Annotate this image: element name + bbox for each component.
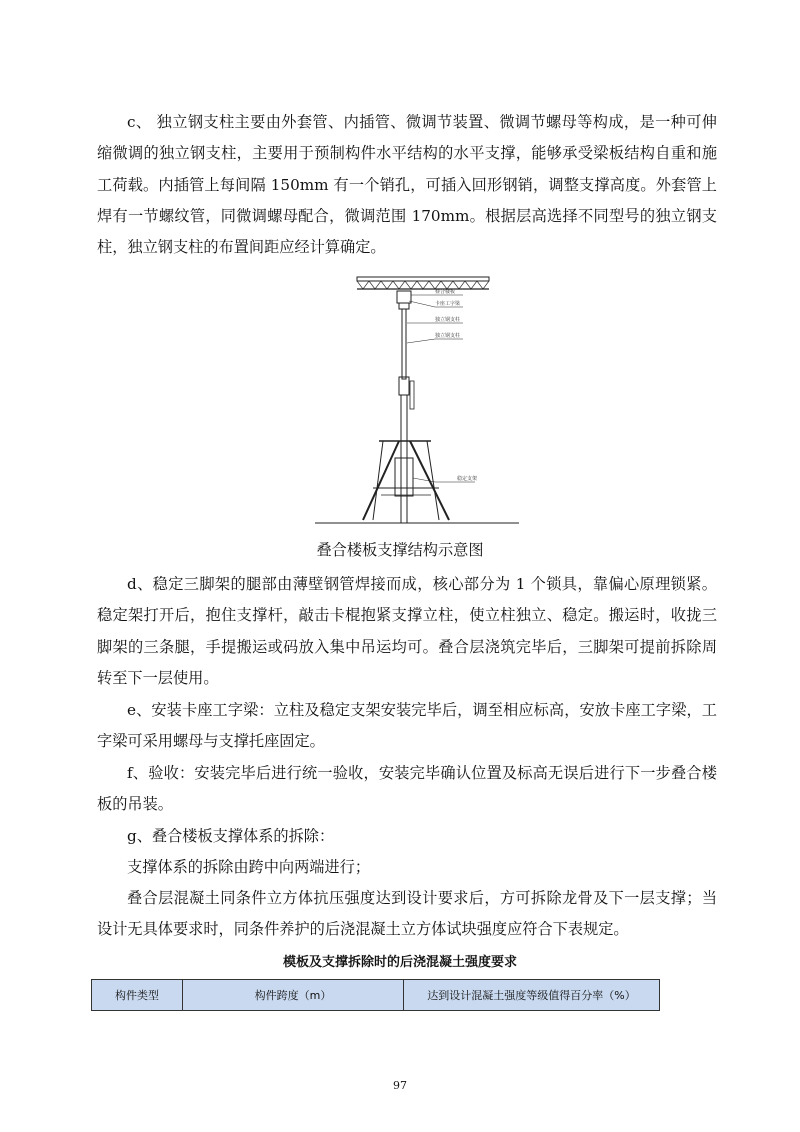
paragraph-d: d、稳定三脚架的腿部由薄壁钢管焊接而成，核心部分为 1 个锁具，靠偏心原理锁紧。稳定架打开后，抱住支撑杆，敲击卡棍抱紧支撑立柱，使立柱独立、稳定。搬运时，收拢三脚架的三条腿，手提搬运或码放入集中吊运均可。叠合层浇筑完毕后，三脚架可提前拆除周转至下一层使用。 <box>97 575 717 687</box>
header-component-type: 构件类型 <box>92 980 183 1011</box>
table-header-row <box>92 980 660 1011</box>
paragraph-f: f、验收：安装完毕后进行统一验收，安装完毕确认位置及标高无误后进行下一步叠合楼板的吊装。 <box>97 764 717 814</box>
adjust-handle <box>410 381 414 409</box>
inner-tube <box>402 309 406 379</box>
header-percentage: 达到设计混凝土强度等级值得百分率（%） <box>404 980 660 1011</box>
label-slab: 叠合楼板 <box>435 289 456 295</box>
support-structure-diagram <box>315 273 520 528</box>
figure-caption: 叠合楼板支撑结构示意图 <box>316 541 484 559</box>
table-title: 模板及支撑拆除时的后浇混凝土强度要求 <box>282 955 517 970</box>
outer-tube <box>401 395 407 523</box>
tripod-leg-right <box>410 441 449 520</box>
header-span: 构件跨度（m） <box>183 980 404 1011</box>
tripod-lock <box>395 458 413 496</box>
page-number: 97 <box>393 1079 407 1092</box>
label-beam: 卡座工字梁 <box>435 301 461 307</box>
adjust-nut <box>399 377 409 395</box>
beam-head <box>397 291 411 303</box>
paragraph-e: e、安装卡座工字梁：立柱及稳定支架安装完毕后，调至相应标高，安放卡座工字梁，工字梁可采用螺母与支撑托座固定。 <box>97 701 717 751</box>
leader-4 <box>407 339 463 343</box>
label-tripod: 稳定支架 <box>457 476 478 482</box>
paragraph-c: c、 独立钢支柱主要由外套管、内插管、微调节装置、微调节螺母等构成，是一种可伸缩微调的独立钢支柱，主要用于预制构件水平结构的水平支撑，能够承受梁板结构自重和施工荷载。内插管上每间隔 150mm 有一个销孔，可插入回形钢销，调整支撑高度。外套管上焊有一节螺纹管，同微调螺母配合，微调范围 170mm。根据层高选择不同型号的独立钢支柱，独立钢支柱的布置间距应经计算确定。 <box>97 113 717 257</box>
top-plate <box>399 303 409 309</box>
slab-truss <box>357 281 489 289</box>
label-post-1: 独立钢支柱 <box>435 317 461 323</box>
slab-top <box>357 277 489 281</box>
strength-table <box>91 979 660 1011</box>
paragraph-g2: 叠合层混凝土同条件立方体抗压强度达到设计要求后，方可拆除龙骨及下一层支撑；当设计无具体要求时，同条件养护的后浇混凝土立方体试块强度应符合下表规定。 <box>97 889 717 939</box>
label-post-2: 独立钢支柱 <box>435 333 461 339</box>
paragraph-g1: 支撑体系的拆除由跨中向两端进行； <box>127 858 370 876</box>
paragraph-g: g、叠合楼板支撑体系的拆除： <box>127 827 335 845</box>
